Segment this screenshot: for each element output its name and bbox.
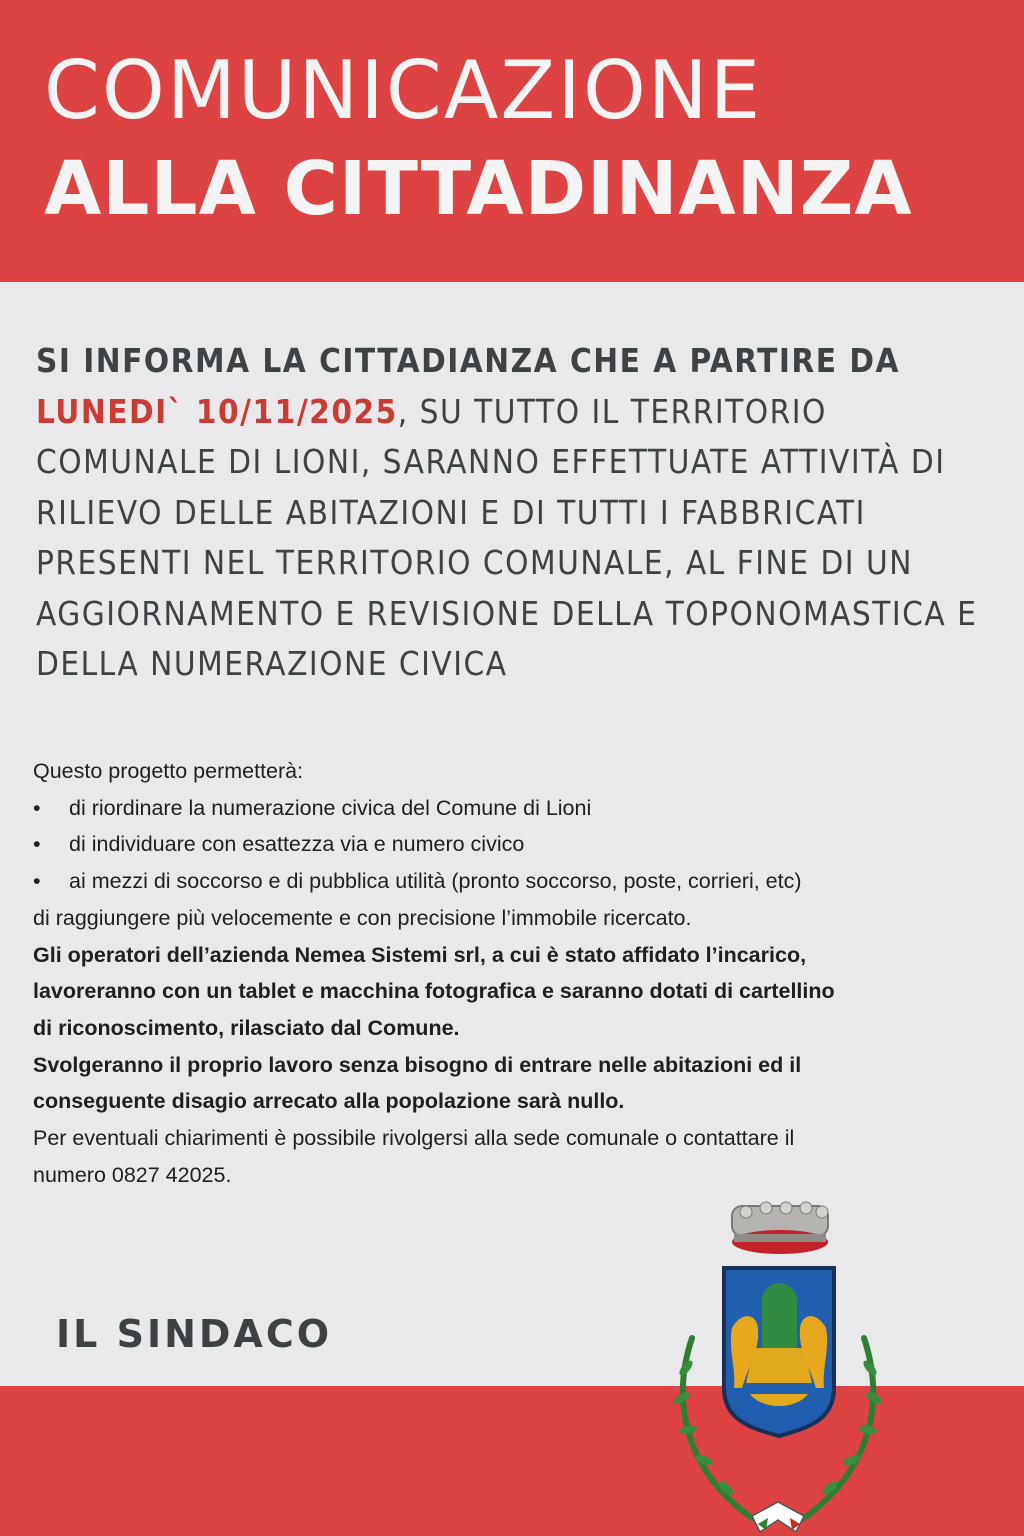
bullet-item: • di individuare con esattezza via e numero civico	[33, 832, 525, 857]
ribbon-icon	[752, 1502, 804, 1532]
bullet-item: • ai mezzi di soccorso e di pubblica utilità (pronto soccorso, poste, corrieri, etc)	[33, 869, 802, 894]
header-band	[0, 0, 1024, 282]
notice-date: LUNEDI` 10/11/2025	[36, 391, 398, 431]
signature: IL SINDACO	[56, 1312, 333, 1356]
notice-rest: , SU TUTTO IL TERRITORIO COMUNALE DI LIONI, SARANNO EFFETTUATE ATTIVITÀ DI RILIEVO DELLE ABITAZIONI E DI TUTTI I FABBRICATI PRESENTI NEL TERRITORIO COMUNALE, AL FINE DI UN AGGIORNAMENTO E REVISIONE DELLA TOPONOMASTICA E DELLA NUMERAZIONE CIVICA	[36, 391, 978, 683]
closing-line: Per eventuali chiarimenti è possibile rivolgersi alla sede comunale o contattare il	[33, 1126, 795, 1151]
operators-line: Gli operatori dell’azienda Nemea Sistemi srl, a cui è stato affidato l’incarico,	[33, 942, 807, 967]
title-line-2: ALLA CITTADINANZA	[44, 146, 913, 232]
body-intro: Questo progetto permetterà:	[33, 759, 304, 783]
work-line: conseguente disagio arrecato alla popolazione sarà nullo.	[33, 1089, 625, 1114]
crown-icon	[732, 1202, 828, 1254]
closing-line: numero 0827 42025.	[33, 1162, 232, 1187]
shield-icon	[724, 1268, 834, 1436]
work-line: Svolgeranno il proprio lavoro senza bisogno di entrare nelle abitazioni ed il	[33, 1052, 802, 1077]
operators-line: lavoreranno con un tablet e macchina fotografica e saranno dotati di cartellino	[33, 979, 835, 1004]
body-after-bullets: di raggiungere più velocemente e con precisione l’immobile ricercato.	[33, 905, 692, 930]
bullet-item: • di riordinare la numerazione civica del Comune di Lioni	[33, 795, 592, 820]
notice-paragraph	[36, 336, 1006, 690]
body-text	[33, 753, 1013, 1193]
title-line-1: COMUNICAZIONE	[44, 44, 763, 137]
operators-line: di riconoscimento, rilasciato dal Comune.	[33, 1015, 460, 1040]
municipal-coat-of-arms-icon	[662, 1198, 894, 1536]
notice-lead: SI INFORMA LA CITTADIANZA CHE A PARTIRE DA	[36, 341, 900, 380]
